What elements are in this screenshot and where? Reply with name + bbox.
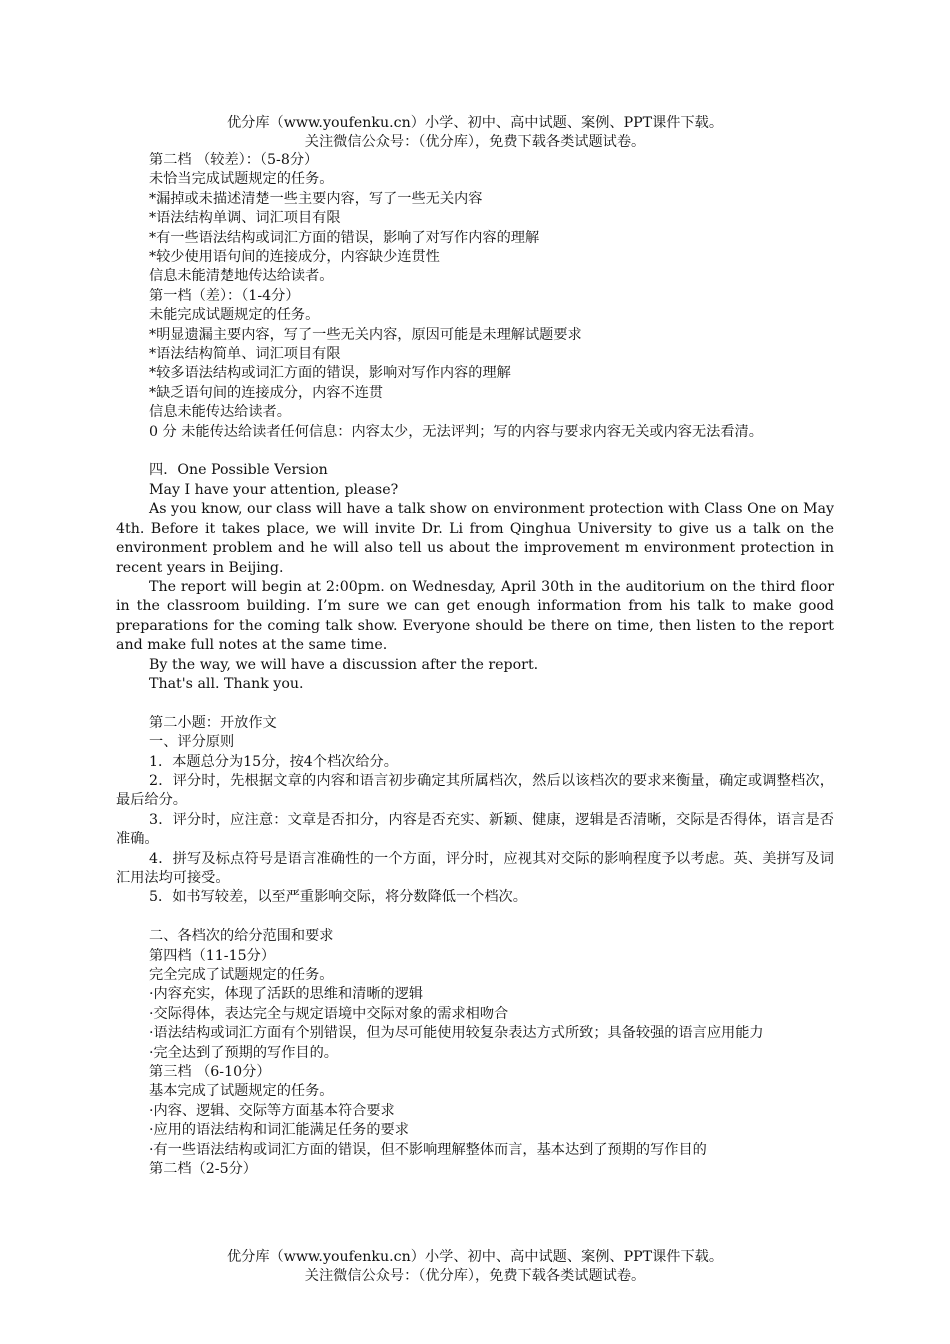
body-paragraph: 完全完成了试题规定的任务。 <box>149 967 334 984</box>
body-paragraph: *语法结构单调、词汇项目有限 <box>149 210 341 227</box>
header-line-2: 关注微信公众号：（优分库），免费下载各类试题试卷。 <box>304 134 646 150</box>
body-paragraph: *明显遗漏主要内容，写了一些无关内容，原因可能是未理解试题要求 <box>149 326 582 343</box>
body-paragraph: ·内容、逻辑、交际等方面基本符合要求 <box>149 1102 395 1119</box>
body-paragraph: That's all. Thank you. <box>149 675 304 692</box>
body-paragraph: ·应用的语法结构和词汇能满足任务的要求 <box>149 1122 409 1139</box>
body-paragraph: 未恰当完成试题规定的任务。 <box>149 171 334 188</box>
footer-line-1: 优分库（www.youfenku.cn）小学、初中、高中试题、案例、PPT课件下载。 <box>226 1249 724 1265</box>
body-paragraph: 未能完成试题规定的任务。 <box>149 307 320 324</box>
body-paragraph: May I have your attention, please? <box>149 481 399 498</box>
body-paragraph: 四．One Possible Version <box>149 462 328 479</box>
body-paragraph: The report will begin at 2:00pm. on Wednesday, April 30th in the auditorium on the third floor in the classroom building. I’m sure we can get enough information from his talk to make good preparations for the coming talk show. Everyone should be there on time, then listen to the report and make full notes at the same time. <box>116 578 834 654</box>
body-paragraph: 第三档 （6-10分） <box>149 1064 271 1081</box>
body-paragraph: 1．本题总分为15分，按4个档次给分。 <box>149 753 398 770</box>
body-paragraph: 第二档（2-5分） <box>149 1161 257 1178</box>
body-paragraph: *语法结构简单、词汇项目有限 <box>149 346 341 363</box>
body-paragraph: *缺乏语句间的连接成分，内容不连贯 <box>149 384 384 401</box>
body-paragraph: 信息未能清楚地传达给读者。 <box>149 268 334 285</box>
body-paragraph: ·内容充实，体现了活跃的思维和清晰的逻辑 <box>149 986 424 1003</box>
body-paragraph: As you know, our class will have a talk show on environment protection with Class One on May 4th. Before it takes place, we will invite Dr. Li from Qinghua University to give us a talk on the environment problem and he will also tell us about the improvement m environment protection in recent years in Beijing. <box>116 501 834 576</box>
body-paragraph: 第四档（11-15分） <box>149 947 276 964</box>
body-paragraph: 第二档 （较差）：（5-8分） <box>149 152 319 168</box>
body-paragraph: *较少使用语句间的连接成分，内容缺少连贯性 <box>149 249 440 266</box>
body-paragraph: 2．评分时，先根据文章的内容和语言初步确定其所属档次，然后以该档次的要求来衡量，确定或调整档次，最后给分。 <box>116 772 834 809</box>
body-paragraph: 第二小题：开放作文 <box>149 714 277 731</box>
body-paragraph: *有一些语法结构或词汇方面的错误，影响了对写作内容的理解 <box>149 229 540 246</box>
body-paragraph: By the way, we will have a discussion after the report. <box>149 656 539 673</box>
blank-line <box>116 442 834 461</box>
blank-line <box>116 694 834 713</box>
footer-line-2: 关注微信公众号：（优分库），免费下载各类试题试卷。 <box>304 1268 646 1284</box>
body-paragraph: 5．如书写较差，以至严重影响交际，将分数降低一个档次。 <box>149 889 527 906</box>
body-paragraph: 4．拼写及标点符号是语言准确性的一个方面，评分时，应视其对交际的影响程度予以考虑。英、美拼写及词汇用法均可接受。 <box>116 850 834 886</box>
blank-line <box>116 908 834 927</box>
body-paragraph: 第一档（差）：（1-4分） <box>149 287 300 304</box>
header-line-1: 优分库（www.youfenku.cn）小学、初中、高中试题、案例、PPT课件下载。 <box>226 115 724 131</box>
body-paragraph: *较多语法结构或词汇方面的错误，影响对写作内容的理解 <box>149 365 511 382</box>
body-paragraph: 0 分 未能传达给读者任何信息：内容太少，无法评判；写的内容与要求内容无关或内容无法看清。 <box>149 423 763 440</box>
body-paragraph: ·完全达到了预期的写作目的。 <box>149 1044 338 1061</box>
body-paragraph: 一、评分原则 <box>149 734 235 751</box>
body-paragraph: *漏掉或未描述清楚一些主要内容，写了一些无关内容 <box>149 190 483 207</box>
document-body <box>116 151 834 1179</box>
body-paragraph: 二、各档次的给分范围和要求 <box>149 928 334 945</box>
body-paragraph: ·交际得体，表达完全与规定语境中交际对象的需求相吻合 <box>149 1005 509 1022</box>
body-paragraph: ·有一些语法结构或词汇方面的错误，但不影响理解整体而言，基本达到了预期的写作目的 <box>149 1141 707 1158</box>
body-paragraph: ·语法结构或词汇方面有个别错误，但为尽可能使用较复杂表达方式所致；具备较强的语言应用能力 <box>149 1025 764 1042</box>
body-paragraph: 信息未能传达给读者。 <box>149 404 291 421</box>
body-paragraph: 基本完成了试题规定的任务。 <box>149 1083 334 1100</box>
body-paragraph: 3．评分时，应注意：文章是否扣分，内容是否充实、新颖、健康，逻辑是否清晰，交际是否得体，语言是否准确。 <box>116 811 834 848</box>
